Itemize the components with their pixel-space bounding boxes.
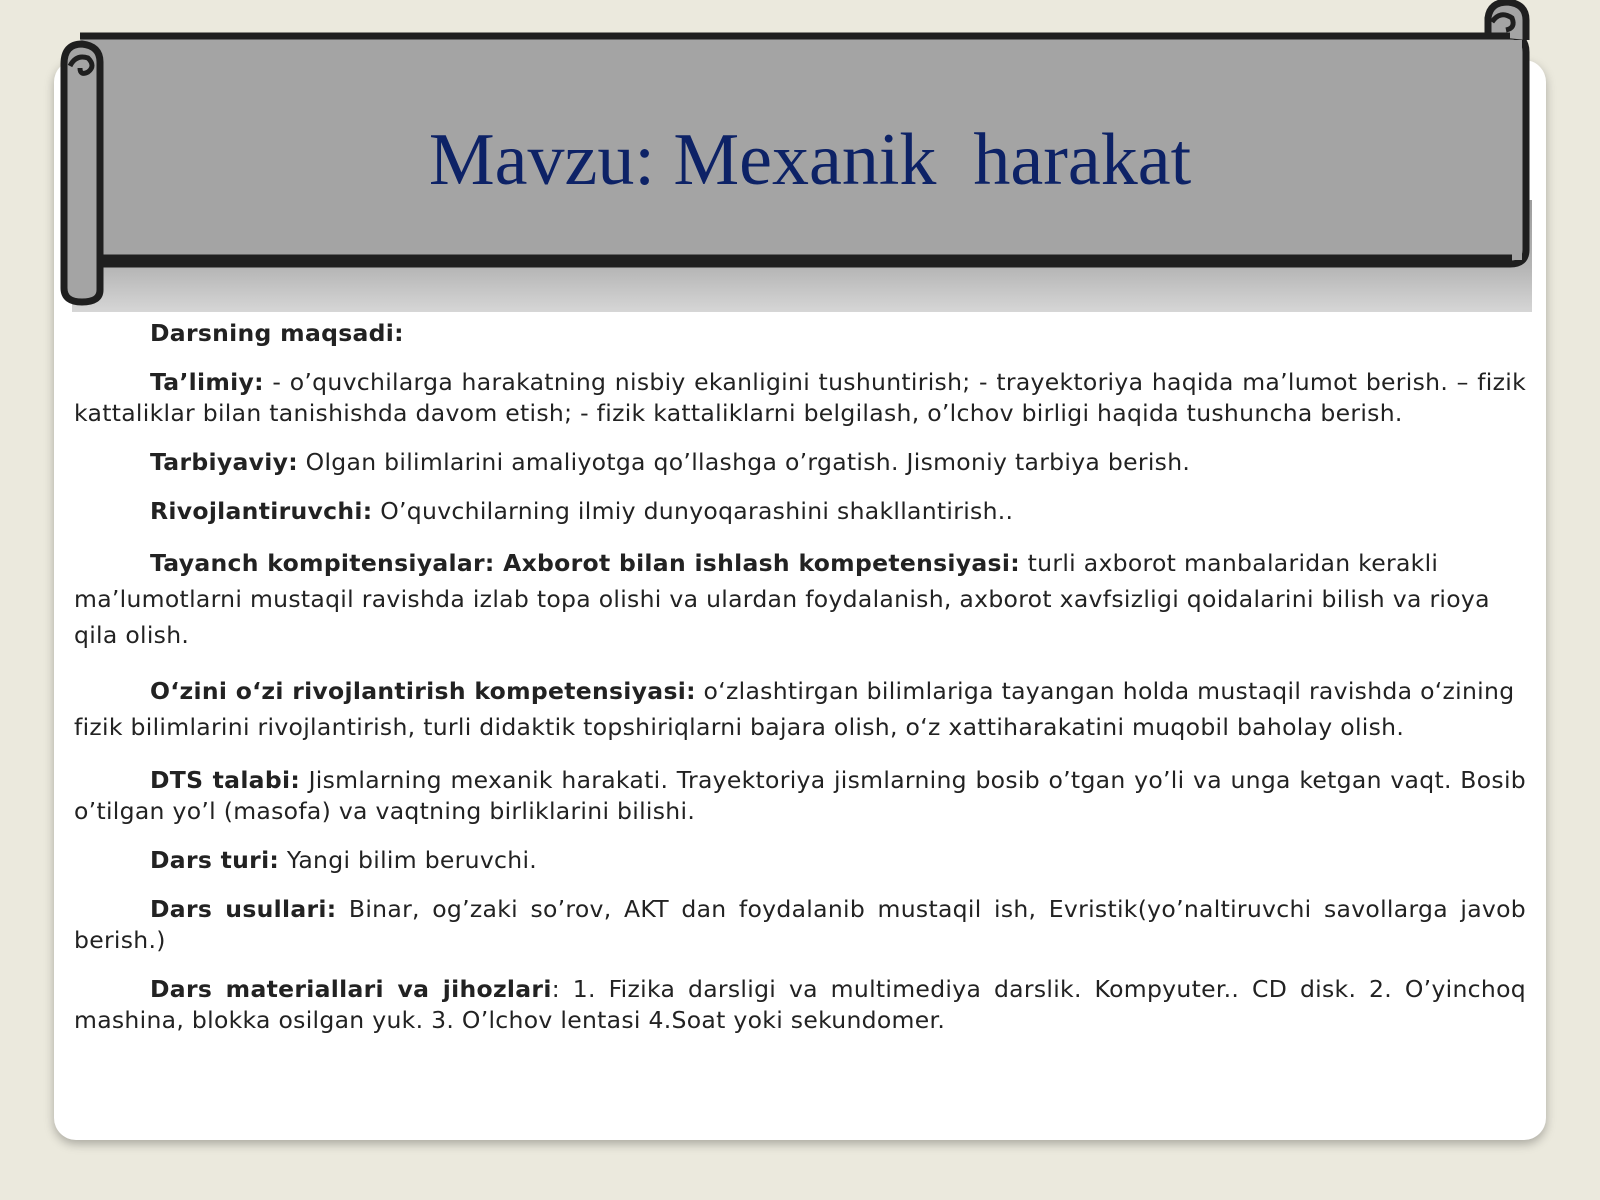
para-text: Yangi bilim beruvchi.: [279, 846, 538, 874]
para-label: Dars usullari:: [150, 895, 337, 923]
para-text: - o’quvchilarga harakatning nisbiy ekanligini tushuntirish; - trayektoriya haqida ma’lumot berish. – fizik kattaliklar bilan tanishishda davom etish; - fizik kattaliklarni belgilash, o’lchov birligi haqida tushuncha berish.: [74, 368, 1526, 427]
para-text: : 1. Fizika darsligi va multimediya darslik. Kompyuter.. CD disk. 2. O’yinchoq mashina, blokka osilgan yuk. 3. O’lchov lentasi 4.Soat yoki sekundomer.: [74, 975, 1526, 1034]
para-label: Darsning maqsadi:: [150, 319, 404, 347]
para-label: Dars turi:: [150, 846, 280, 874]
para-talimiy: [74, 367, 1526, 429]
para-maqsad: [74, 318, 1526, 349]
para-tayanch: [74, 545, 1526, 653]
para-label: Rivojlantiruvchi:: [150, 497, 373, 525]
para-label: Ta’limiy:: [150, 368, 264, 396]
para-text: Jismlarning mexanik harakati. Trayektoriya jismlarning bosib o’tgan yo’li va unga ketgan vaqt. Bosib o’tilgan yo’l (masofa) va vaqtning birliklarini bilishi.: [74, 766, 1526, 825]
para-label: Tayanch kompitensiyalar: Axborot bilan ishlash kompetensiyasi:: [150, 549, 1020, 577]
para-label: Tarbiyaviy:: [150, 448, 298, 476]
para-ozini: [74, 673, 1526, 745]
para-dars-usullari: [74, 894, 1526, 956]
para-text: Olgan bilimlarini amaliyotga qo’llashga o’rgatish. Jismoniy tarbiya berish.: [297, 448, 1191, 476]
para-materiallar: [74, 974, 1526, 1036]
para-text: O’quvchilarning ilmiy dunyoqarashini shakllantirish..: [372, 497, 1014, 525]
para-text: Binar, og’zaki so’rov, AKT dan foydalanib mustaqil ish, Evristik(yo’naltiruvchi savollarga javob berish.): [74, 895, 1527, 954]
para-dars-turi: [74, 845, 1526, 876]
para-label: Dars materiallari va jihozlari: [150, 975, 552, 1003]
para-dts: [74, 765, 1526, 827]
para-text: o‘zlashtirgan bilimlariga tayangan holda mustaqil ravishda o‘zining fizik bilimlarini rivojlantirish, turli didaktik topshiriqlarni bajara olish, o‘z xattiharakatini muqobil baholay olish.: [74, 677, 1515, 741]
para-tarbiyaviy: [74, 447, 1526, 478]
para-text: turli axborot manbalaridan kerakli ma’lumotlarni mustaqil ravishda izlab topa olishi va ulardan foydalanish, axborot xavfsizligi qoidalarini bilish va rioya qila olish.: [74, 549, 1490, 649]
para-label: O‘zini o‘zi rivojlantirish kompetensiyasi:: [150, 677, 696, 705]
para-rivojlantiruvchi: [74, 496, 1526, 527]
para-label: DTS talabi:: [150, 766, 301, 794]
slide-title: Mavzu: Mexanik harakat: [428, 118, 1192, 201]
lesson-content: [74, 318, 1526, 1054]
